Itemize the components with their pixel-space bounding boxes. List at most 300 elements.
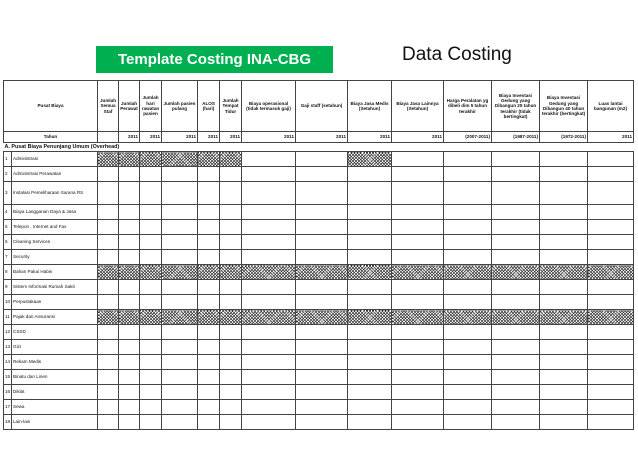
- input-cell[interactable]: [98, 370, 119, 385]
- input-cell[interactable]: [140, 370, 162, 385]
- input-cell[interactable]: [540, 152, 588, 167]
- input-cell[interactable]: [198, 415, 220, 430]
- input-cell[interactable]: [392, 400, 444, 415]
- input-cell[interactable]: [296, 415, 348, 430]
- input-cell[interactable]: [119, 182, 140, 205]
- row-number: 2: [4, 167, 12, 182]
- shaded-cell: [588, 310, 634, 325]
- row-cost-center-name: Diklat: [12, 385, 98, 400]
- table-row: [4, 235, 634, 250]
- input-cell[interactable]: [392, 152, 444, 167]
- input-cell[interactable]: [296, 295, 348, 310]
- input-cell[interactable]: [220, 295, 242, 310]
- input-cell[interactable]: [588, 385, 634, 400]
- input-cell[interactable]: [242, 235, 296, 250]
- input-cell[interactable]: [220, 250, 242, 265]
- row-cost-center-name: CSSD: [12, 325, 98, 340]
- input-cell[interactable]: [220, 182, 242, 205]
- input-cell[interactable]: [492, 400, 540, 415]
- input-cell[interactable]: [444, 182, 492, 205]
- input-cell[interactable]: [220, 325, 242, 340]
- input-cell[interactable]: [540, 235, 588, 250]
- input-cell[interactable]: [348, 235, 392, 250]
- input-cell[interactable]: [140, 167, 162, 182]
- input-cell[interactable]: [220, 355, 242, 370]
- year-cell: 2011: [242, 132, 296, 143]
- shaded-cell: [119, 152, 140, 167]
- input-cell[interactable]: [492, 325, 540, 340]
- input-cell[interactable]: [220, 235, 242, 250]
- shaded-cell: [492, 265, 540, 280]
- input-cell[interactable]: [296, 370, 348, 385]
- shaded-cell: [98, 152, 119, 167]
- row-cost-center-name: Telepon , Internet and Fax: [12, 220, 98, 235]
- input-cell[interactable]: [444, 220, 492, 235]
- input-cell[interactable]: [242, 400, 296, 415]
- input-cell[interactable]: [140, 325, 162, 340]
- input-cell[interactable]: [348, 400, 392, 415]
- input-cell[interactable]: [198, 400, 220, 415]
- input-cell[interactable]: [220, 400, 242, 415]
- year-cell: 2011: [198, 132, 220, 143]
- input-cell[interactable]: [198, 355, 220, 370]
- input-cell[interactable]: [198, 325, 220, 340]
- shaded-cell: [220, 310, 242, 325]
- input-cell[interactable]: [540, 250, 588, 265]
- row-cost-center-name: Perpustakaan: [12, 295, 98, 310]
- input-cell[interactable]: [140, 250, 162, 265]
- table-row: [4, 370, 634, 385]
- input-cell[interactable]: [162, 235, 198, 250]
- input-cell[interactable]: [198, 220, 220, 235]
- input-cell[interactable]: [444, 340, 492, 355]
- input-cell[interactable]: [588, 152, 634, 167]
- input-cell[interactable]: [492, 415, 540, 430]
- input-cell[interactable]: [392, 340, 444, 355]
- input-cell[interactable]: [588, 295, 634, 310]
- input-cell[interactable]: [492, 235, 540, 250]
- input-cell[interactable]: [492, 280, 540, 295]
- shaded-cell: [119, 265, 140, 280]
- input-cell[interactable]: [296, 325, 348, 340]
- input-cell[interactable]: [296, 235, 348, 250]
- input-cell[interactable]: [588, 220, 634, 235]
- input-cell[interactable]: [140, 355, 162, 370]
- input-cell[interactable]: [98, 167, 119, 182]
- input-cell[interactable]: [540, 415, 588, 430]
- input-cell[interactable]: [98, 385, 119, 400]
- input-cell[interactable]: [119, 280, 140, 295]
- input-cell[interactable]: [119, 235, 140, 250]
- input-cell[interactable]: [140, 340, 162, 355]
- input-cell[interactable]: [296, 167, 348, 182]
- input-cell[interactable]: [98, 235, 119, 250]
- input-cell[interactable]: [588, 355, 634, 370]
- input-cell[interactable]: [444, 235, 492, 250]
- header-col: Luas lantai bangunan (m2): [588, 81, 634, 132]
- input-cell[interactable]: [444, 385, 492, 400]
- year-cell: 2011: [392, 132, 444, 143]
- shaded-cell: [296, 310, 348, 325]
- data-costing-title: Data Costing: [402, 44, 512, 65]
- table-row: [4, 205, 634, 220]
- input-cell[interactable]: [140, 205, 162, 220]
- input-cell[interactable]: [296, 400, 348, 415]
- input-cell[interactable]: [98, 250, 119, 265]
- row-number: 4: [4, 205, 12, 220]
- input-cell[interactable]: [98, 325, 119, 340]
- row-cost-center-name: Binatu dan Linen: [12, 370, 98, 385]
- input-cell[interactable]: [348, 220, 392, 235]
- input-cell[interactable]: [140, 280, 162, 295]
- input-cell[interactable]: [98, 182, 119, 205]
- input-cell[interactable]: [242, 415, 296, 430]
- input-cell[interactable]: [242, 295, 296, 310]
- input-cell[interactable]: [492, 370, 540, 385]
- input-cell[interactable]: [198, 250, 220, 265]
- input-cell[interactable]: [392, 280, 444, 295]
- input-cell[interactable]: [540, 325, 588, 340]
- input-cell[interactable]: [392, 355, 444, 370]
- input-cell[interactable]: [98, 295, 119, 310]
- input-cell[interactable]: [492, 167, 540, 182]
- input-cell[interactable]: [98, 400, 119, 415]
- input-cell[interactable]: [162, 340, 198, 355]
- shaded-cell: [492, 310, 540, 325]
- input-cell[interactable]: [242, 280, 296, 295]
- row-number: 12: [4, 325, 12, 340]
- input-cell[interactable]: [119, 385, 140, 400]
- input-cell[interactable]: [119, 340, 140, 355]
- input-cell[interactable]: [98, 205, 119, 220]
- input-cell[interactable]: [242, 325, 296, 340]
- shaded-cell: [140, 152, 162, 167]
- header-col: Biaya Jasa Lainnya (Setahun): [392, 81, 444, 132]
- input-cell[interactable]: [140, 220, 162, 235]
- header-col: Biaya Investasi Gedung yang Dibangun 25 tahun terakhir (tidak bertingkat): [492, 81, 540, 132]
- input-cell[interactable]: [540, 295, 588, 310]
- input-cell[interactable]: [296, 355, 348, 370]
- input-cell[interactable]: [392, 205, 444, 220]
- input-cell[interactable]: [140, 385, 162, 400]
- table-row: [4, 167, 634, 182]
- input-cell[interactable]: [296, 340, 348, 355]
- input-cell[interactable]: [588, 340, 634, 355]
- shaded-cell: [140, 310, 162, 325]
- shaded-cell: [348, 265, 392, 280]
- table-row: [4, 220, 634, 235]
- input-cell[interactable]: [348, 385, 392, 400]
- input-cell[interactable]: [119, 220, 140, 235]
- input-cell[interactable]: [140, 295, 162, 310]
- input-cell[interactable]: [119, 295, 140, 310]
- year-cell: 2011: [296, 132, 348, 143]
- input-cell[interactable]: [296, 220, 348, 235]
- input-cell[interactable]: [119, 250, 140, 265]
- input-cell[interactable]: [242, 220, 296, 235]
- header-col: Gaji staff (setahun): [296, 81, 348, 132]
- input-cell[interactable]: [296, 385, 348, 400]
- input-cell[interactable]: [348, 370, 392, 385]
- input-cell[interactable]: [392, 385, 444, 400]
- input-cell[interactable]: [198, 167, 220, 182]
- shaded-cell: [444, 265, 492, 280]
- row-number: 13: [4, 340, 12, 355]
- input-cell[interactable]: [444, 400, 492, 415]
- row-cost-center-name: Pajak dan Ansuransi: [12, 310, 98, 325]
- table-row: [4, 250, 634, 265]
- year-cell: (1972-2011): [540, 132, 588, 143]
- input-cell[interactable]: [392, 235, 444, 250]
- row-cost-center-name: Gizi: [12, 340, 98, 355]
- input-cell[interactable]: [588, 370, 634, 385]
- row-cost-center-name: Bahan Pakai Habis: [12, 265, 98, 280]
- shaded-cell: [392, 265, 444, 280]
- table-row: [4, 310, 634, 325]
- input-cell[interactable]: [242, 182, 296, 205]
- input-cell[interactable]: [220, 340, 242, 355]
- input-cell[interactable]: [540, 205, 588, 220]
- input-cell[interactable]: [296, 182, 348, 205]
- input-cell[interactable]: [540, 182, 588, 205]
- input-cell[interactable]: [348, 295, 392, 310]
- shaded-cell: [242, 265, 296, 280]
- input-cell[interactable]: [588, 250, 634, 265]
- input-cell[interactable]: [348, 280, 392, 295]
- input-cell[interactable]: [119, 325, 140, 340]
- shaded-cell: [140, 265, 162, 280]
- input-cell[interactable]: [198, 280, 220, 295]
- header-col: Biaya operasional (tidak termasuk gaji): [242, 81, 296, 132]
- input-cell[interactable]: [444, 280, 492, 295]
- input-cell[interactable]: [588, 182, 634, 205]
- input-cell[interactable]: [140, 182, 162, 205]
- input-cell[interactable]: [119, 167, 140, 182]
- input-cell[interactable]: [540, 385, 588, 400]
- shaded-cell: [444, 310, 492, 325]
- input-cell[interactable]: [492, 152, 540, 167]
- input-cell[interactable]: [162, 400, 198, 415]
- input-cell[interactable]: [588, 415, 634, 430]
- input-cell[interactable]: [348, 167, 392, 182]
- input-cell[interactable]: [162, 415, 198, 430]
- input-cell[interactable]: [444, 167, 492, 182]
- shaded-cell: [392, 310, 444, 325]
- year-cell: 2011: [119, 132, 140, 143]
- input-cell[interactable]: [162, 295, 198, 310]
- input-cell[interactable]: [444, 415, 492, 430]
- input-cell[interactable]: [98, 355, 119, 370]
- input-cell[interactable]: [348, 340, 392, 355]
- input-cell[interactable]: [198, 235, 220, 250]
- header-col: Biaya Investasi Gedung yang Dibangun 40 tahun terakhir (bertingkat): [540, 81, 588, 132]
- table-row: [4, 295, 634, 310]
- row-number: 7: [4, 250, 12, 265]
- year-cell: 2011: [140, 132, 162, 143]
- input-cell[interactable]: [140, 415, 162, 430]
- header-cost-center: Pusat Biaya: [4, 81, 98, 132]
- input-cell[interactable]: [220, 205, 242, 220]
- input-cell[interactable]: [242, 355, 296, 370]
- row-cost-center-name: Sewa: [12, 400, 98, 415]
- input-cell[interactable]: [220, 167, 242, 182]
- year-cell: (2007-2011): [444, 132, 492, 143]
- row-number: 5: [4, 220, 12, 235]
- input-cell[interactable]: [119, 355, 140, 370]
- table-row: [4, 182, 634, 205]
- input-cell[interactable]: [162, 182, 198, 205]
- shaded-cell: [220, 152, 242, 167]
- input-cell[interactable]: [392, 325, 444, 340]
- input-cell[interactable]: [392, 220, 444, 235]
- shaded-cell: [296, 265, 348, 280]
- input-cell[interactable]: [392, 415, 444, 430]
- header-col: ALOS (hari): [198, 81, 220, 132]
- input-cell[interactable]: [162, 250, 198, 265]
- shaded-cell: [162, 152, 198, 167]
- input-cell[interactable]: [119, 205, 140, 220]
- input-cell[interactable]: [242, 167, 296, 182]
- table-row: [4, 385, 634, 400]
- input-cell[interactable]: [98, 280, 119, 295]
- row-number: 14: [4, 355, 12, 370]
- input-cell[interactable]: [198, 340, 220, 355]
- shaded-cell: [220, 265, 242, 280]
- input-cell[interactable]: [444, 325, 492, 340]
- input-cell[interactable]: [540, 340, 588, 355]
- input-cell[interactable]: [540, 355, 588, 370]
- input-cell[interactable]: [98, 415, 119, 430]
- input-cell[interactable]: [444, 295, 492, 310]
- input-cell[interactable]: [162, 385, 198, 400]
- input-cell[interactable]: [140, 400, 162, 415]
- input-cell[interactable]: [242, 385, 296, 400]
- input-cell[interactable]: [162, 205, 198, 220]
- row-cost-center-name: Rekam Medis: [12, 355, 98, 370]
- input-cell[interactable]: [392, 250, 444, 265]
- input-cell[interactable]: [588, 167, 634, 182]
- input-cell[interactable]: [296, 280, 348, 295]
- input-cell[interactable]: [162, 370, 198, 385]
- input-cell[interactable]: [162, 280, 198, 295]
- input-cell[interactable]: [492, 385, 540, 400]
- input-cell[interactable]: [444, 250, 492, 265]
- row-number: 18: [4, 415, 12, 430]
- input-cell[interactable]: [220, 220, 242, 235]
- row-number: 15: [4, 370, 12, 385]
- input-cell[interactable]: [242, 250, 296, 265]
- input-cell[interactable]: [198, 370, 220, 385]
- input-cell[interactable]: [198, 205, 220, 220]
- input-cell[interactable]: [588, 325, 634, 340]
- row-number: 8: [4, 265, 12, 280]
- input-cell[interactable]: [492, 220, 540, 235]
- input-cell[interactable]: [540, 400, 588, 415]
- input-cell[interactable]: [444, 152, 492, 167]
- input-cell[interactable]: [140, 235, 162, 250]
- input-cell[interactable]: [98, 220, 119, 235]
- input-cell[interactable]: [492, 250, 540, 265]
- input-cell[interactable]: [540, 220, 588, 235]
- input-cell[interactable]: [588, 280, 634, 295]
- input-cell[interactable]: [348, 415, 392, 430]
- row-cost-center-name: Administrasi: [12, 152, 98, 167]
- input-cell[interactable]: [242, 152, 296, 167]
- input-cell[interactable]: [296, 250, 348, 265]
- row-number: 6: [4, 235, 12, 250]
- input-cell[interactable]: [492, 340, 540, 355]
- input-cell[interactable]: [444, 205, 492, 220]
- input-cell[interactable]: [492, 295, 540, 310]
- input-cell[interactable]: [540, 280, 588, 295]
- input-cell[interactable]: [540, 370, 588, 385]
- input-cell[interactable]: [242, 370, 296, 385]
- input-cell[interactable]: [198, 295, 220, 310]
- input-cell[interactable]: [392, 182, 444, 205]
- input-cell[interactable]: [198, 385, 220, 400]
- shaded-cell: [198, 265, 220, 280]
- input-cell[interactable]: [348, 325, 392, 340]
- row-number: 17: [4, 400, 12, 415]
- input-cell[interactable]: [162, 167, 198, 182]
- row-number: 3: [4, 182, 12, 205]
- input-cell[interactable]: [119, 370, 140, 385]
- input-cell[interactable]: [242, 205, 296, 220]
- input-cell[interactable]: [220, 370, 242, 385]
- input-cell[interactable]: [220, 280, 242, 295]
- row-cost-center-name: Administrasi Perawatan: [12, 167, 98, 182]
- input-cell[interactable]: [492, 182, 540, 205]
- shaded-cell: [242, 310, 296, 325]
- input-cell[interactable]: [348, 182, 392, 205]
- input-cell[interactable]: [98, 340, 119, 355]
- input-cell[interactable]: [588, 400, 634, 415]
- input-cell[interactable]: [392, 370, 444, 385]
- input-cell[interactable]: [588, 235, 634, 250]
- input-cell[interactable]: [492, 205, 540, 220]
- table-row: [4, 265, 634, 280]
- input-cell[interactable]: [392, 167, 444, 182]
- year-label: Tahun: [4, 132, 98, 143]
- input-cell[interactable]: [348, 205, 392, 220]
- input-cell[interactable]: [392, 295, 444, 310]
- costing-table: [3, 80, 634, 430]
- input-cell[interactable]: [198, 182, 220, 205]
- year-row: [4, 132, 634, 143]
- input-cell[interactable]: [242, 340, 296, 355]
- input-cell[interactable]: [220, 385, 242, 400]
- input-cell[interactable]: [220, 415, 242, 430]
- input-cell[interactable]: [119, 415, 140, 430]
- input-cell[interactable]: [162, 220, 198, 235]
- input-cell[interactable]: [296, 205, 348, 220]
- input-cell[interactable]: [348, 250, 392, 265]
- input-cell[interactable]: [588, 205, 634, 220]
- input-cell[interactable]: [444, 355, 492, 370]
- header-col: Jumlah Semua Staf: [98, 81, 119, 132]
- input-cell[interactable]: [540, 167, 588, 182]
- input-cell[interactable]: [444, 370, 492, 385]
- header-row: [4, 81, 634, 132]
- input-cell[interactable]: [348, 355, 392, 370]
- input-cell[interactable]: [296, 152, 348, 167]
- row-cost-center-name: Sistem Informasi Rumah Sakit: [12, 280, 98, 295]
- input-cell[interactable]: [162, 355, 198, 370]
- year-cell: 2011: [220, 132, 242, 143]
- input-cell[interactable]: [162, 325, 198, 340]
- input-cell[interactable]: [492, 355, 540, 370]
- input-cell[interactable]: [119, 400, 140, 415]
